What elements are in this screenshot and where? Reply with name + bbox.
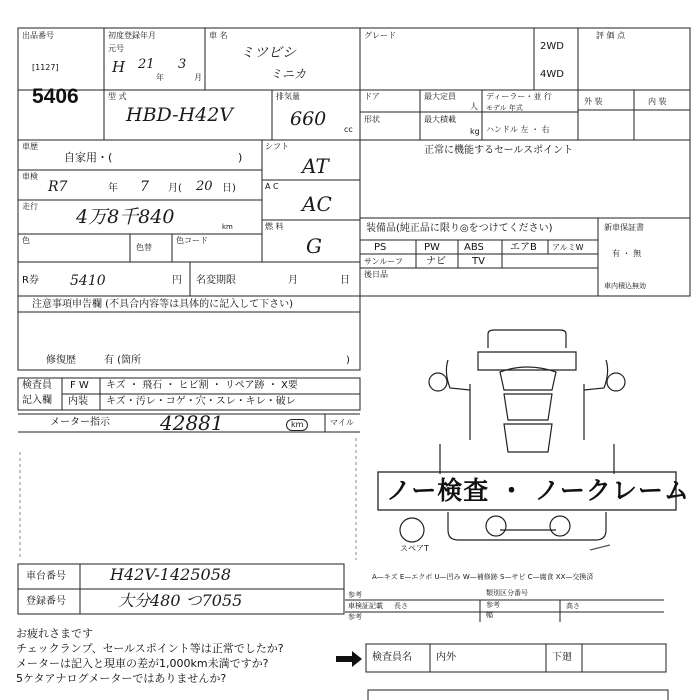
color-code-label: 色コード bbox=[176, 236, 208, 245]
no-inspection-stamp: ノー検査 ・ ノークレーム bbox=[386, 476, 690, 505]
equip-airbag: エアB bbox=[510, 242, 537, 253]
ref-label-right: 参考 bbox=[486, 601, 500, 609]
chassis-label: 車台番号 bbox=[26, 571, 66, 582]
recycle-value: 5410 bbox=[70, 273, 106, 289]
ref-label-left: 参考 bbox=[348, 591, 362, 599]
shaken-month-unit: 月( bbox=[168, 183, 182, 194]
shift-value: AT bbox=[302, 154, 329, 178]
repair-value: 有 (箇所 bbox=[104, 355, 142, 366]
fw-items: キズ ・ 飛石 ・ ヒビ割 ・ リペア跡 ・ X要 bbox=[106, 380, 298, 391]
plate-value: 大分480 つ7055 bbox=[118, 591, 243, 610]
rear-seat-label: 後日品 bbox=[364, 270, 388, 279]
era-label: 元号 bbox=[108, 44, 124, 53]
plate-label: 登録番号 bbox=[26, 596, 66, 607]
load-label: 最大積載 bbox=[424, 115, 456, 124]
lot-number: 5406 bbox=[32, 85, 79, 108]
shaken-day: 20 bbox=[196, 179, 213, 194]
km-unit: km bbox=[222, 223, 233, 231]
drive-4wd: 4WD bbox=[540, 69, 564, 80]
inspector-interior-label: 内装 bbox=[68, 396, 88, 407]
equip-navi: ナビ bbox=[426, 256, 446, 267]
door-label: ドア bbox=[364, 92, 380, 101]
equip-ps: PS bbox=[374, 242, 387, 253]
capacity-unit: 人 bbox=[470, 102, 478, 111]
expiry-month-unit: 月 bbox=[288, 275, 298, 286]
spare-tire-label: スペアT bbox=[400, 544, 429, 553]
meter-value: 42881 bbox=[160, 411, 224, 435]
equip-abs: ABS bbox=[464, 242, 484, 253]
inside-outside-label: 内外 bbox=[436, 652, 456, 663]
height-label: 高さ bbox=[566, 602, 580, 610]
shaken-day-unit: 日) bbox=[222, 183, 236, 194]
interior-label: 内 装 bbox=[648, 97, 667, 106]
shaken-month: 7 bbox=[140, 179, 149, 195]
dealer-label: ディーラー・並 行 bbox=[486, 92, 552, 101]
damage-legend: A—キズ E—エクボ U—凹み W—補修跡 S—サビ C—腐食 XX—交換済 bbox=[372, 573, 594, 581]
shift-label: シフト bbox=[265, 142, 289, 151]
shaken-value: R7 bbox=[48, 179, 68, 195]
lot-code: [1127] bbox=[32, 63, 59, 72]
grade-label: グレード bbox=[364, 31, 396, 40]
inspector-name-label: 検査員名 bbox=[372, 652, 412, 663]
sales-points-label: 正常に機能するセールスポイント bbox=[424, 145, 574, 156]
inspector-label-2: 記入欄 bbox=[22, 395, 52, 406]
handle-label: ハンドル 左 ・ 右 bbox=[486, 125, 550, 134]
capacity-label: 最大定員 bbox=[424, 92, 456, 101]
expiry-label: 名変期限 bbox=[196, 275, 236, 286]
history-close: ) bbox=[238, 151, 243, 164]
reg-year: 21 bbox=[138, 57, 155, 72]
meter-label: メーター指示 bbox=[50, 417, 110, 428]
model-year-label: モデル 年式 bbox=[486, 104, 523, 112]
car-diagram bbox=[400, 330, 625, 550]
history-label: 車歴 bbox=[22, 142, 38, 151]
recycle-yen-unit: 円 bbox=[172, 275, 182, 286]
ac-value: AC bbox=[302, 192, 332, 216]
ref-label-bottom: 参考 bbox=[348, 613, 362, 621]
inspector-label-1: 検査員 bbox=[22, 380, 52, 391]
era-value: H bbox=[112, 58, 126, 76]
equip-tv: TV bbox=[472, 256, 485, 267]
equip-pw: PW bbox=[424, 242, 440, 253]
chassis-value: H42V-1425058 bbox=[110, 565, 232, 584]
lot-label: 出品番号 bbox=[22, 31, 54, 40]
score-label: 評 価 点 bbox=[596, 31, 626, 40]
mileage-value: 4万8千840 bbox=[76, 206, 175, 228]
repair-label: 修復歴 bbox=[46, 355, 76, 366]
exterior-label: 外 装 bbox=[584, 97, 603, 106]
car-name-label: 車 名 bbox=[209, 31, 228, 40]
meter-km-unit: km bbox=[286, 419, 308, 431]
length-label: 長さ bbox=[394, 602, 408, 610]
footer-line-1: お疲れさまです bbox=[16, 627, 93, 640]
warranty-options: 有 ・ 無 bbox=[612, 249, 642, 258]
model-name: ミニカ bbox=[270, 67, 307, 81]
fuel-value: G bbox=[306, 234, 322, 258]
type-value: HBD-H42V bbox=[126, 104, 234, 126]
first-reg-label: 初度登録年月 bbox=[108, 31, 156, 40]
cert-label: 車検証記載 bbox=[348, 602, 383, 610]
expiry-day-unit: 日 bbox=[340, 275, 350, 286]
equip-sunroof: サンルーフ bbox=[364, 257, 403, 266]
fw-label: F W bbox=[70, 380, 89, 391]
repair-close: ) bbox=[346, 355, 350, 366]
displacement-label: 排気量 bbox=[276, 92, 300, 101]
mile-unit: マイル bbox=[330, 418, 354, 427]
shaken-label: 車検 bbox=[22, 172, 38, 181]
cc-unit: cc bbox=[344, 125, 353, 134]
month-unit: 月 bbox=[194, 73, 202, 82]
maker-name: ミツビシ bbox=[240, 45, 296, 61]
undercarriage-label: 下廻 bbox=[552, 652, 572, 663]
equipment-title: 装備品(純正品に限り◎をつけてください) bbox=[366, 223, 553, 234]
interior-items: キズ・汚レ・コゲ・穴・スレ・キレ・破レ bbox=[106, 396, 296, 407]
drive-2wd: 2WD bbox=[540, 41, 564, 52]
equip-alloy: アルミW bbox=[552, 243, 584, 252]
shaken-year-unit: 年 bbox=[108, 183, 118, 194]
history-value: 自家用・( bbox=[64, 151, 113, 164]
manual-label: 車内積込無効 bbox=[604, 282, 646, 290]
footer-line-4: 5ケタアナログメーターではありませんか? bbox=[16, 672, 227, 685]
color-label: 色 bbox=[22, 236, 30, 245]
footer-line-3: メーターは記入と現車の差が1,000km未満ですか? bbox=[16, 657, 269, 670]
mileage-label: 走行 bbox=[22, 202, 38, 211]
reg-month: 3 bbox=[178, 57, 187, 72]
arrow-right-icon bbox=[336, 651, 362, 667]
fuel-label: 燃 料 bbox=[265, 222, 284, 231]
color-change-label: 色替 bbox=[136, 243, 152, 252]
recycle-label: R券 bbox=[22, 275, 39, 286]
kg-unit: kg bbox=[470, 127, 480, 136]
displacement-value: 660 bbox=[290, 108, 327, 130]
type-label: 型 式 bbox=[108, 92, 127, 101]
ac-label: A C bbox=[265, 182, 279, 191]
year-unit: 年 bbox=[156, 73, 164, 82]
shape-label: 形状 bbox=[364, 115, 380, 124]
width-label: 幅 bbox=[486, 611, 493, 619]
notes-title: 注意事項申告欄 (不具合内容等は具体的に記入して下さい) bbox=[32, 299, 293, 310]
warranty-label: 新車保証書 bbox=[604, 223, 644, 232]
class-label: 類別区分番号 bbox=[486, 589, 528, 597]
footer-line-2: チェックランプ、セールスポイント等は正常でしたか? bbox=[16, 642, 284, 655]
